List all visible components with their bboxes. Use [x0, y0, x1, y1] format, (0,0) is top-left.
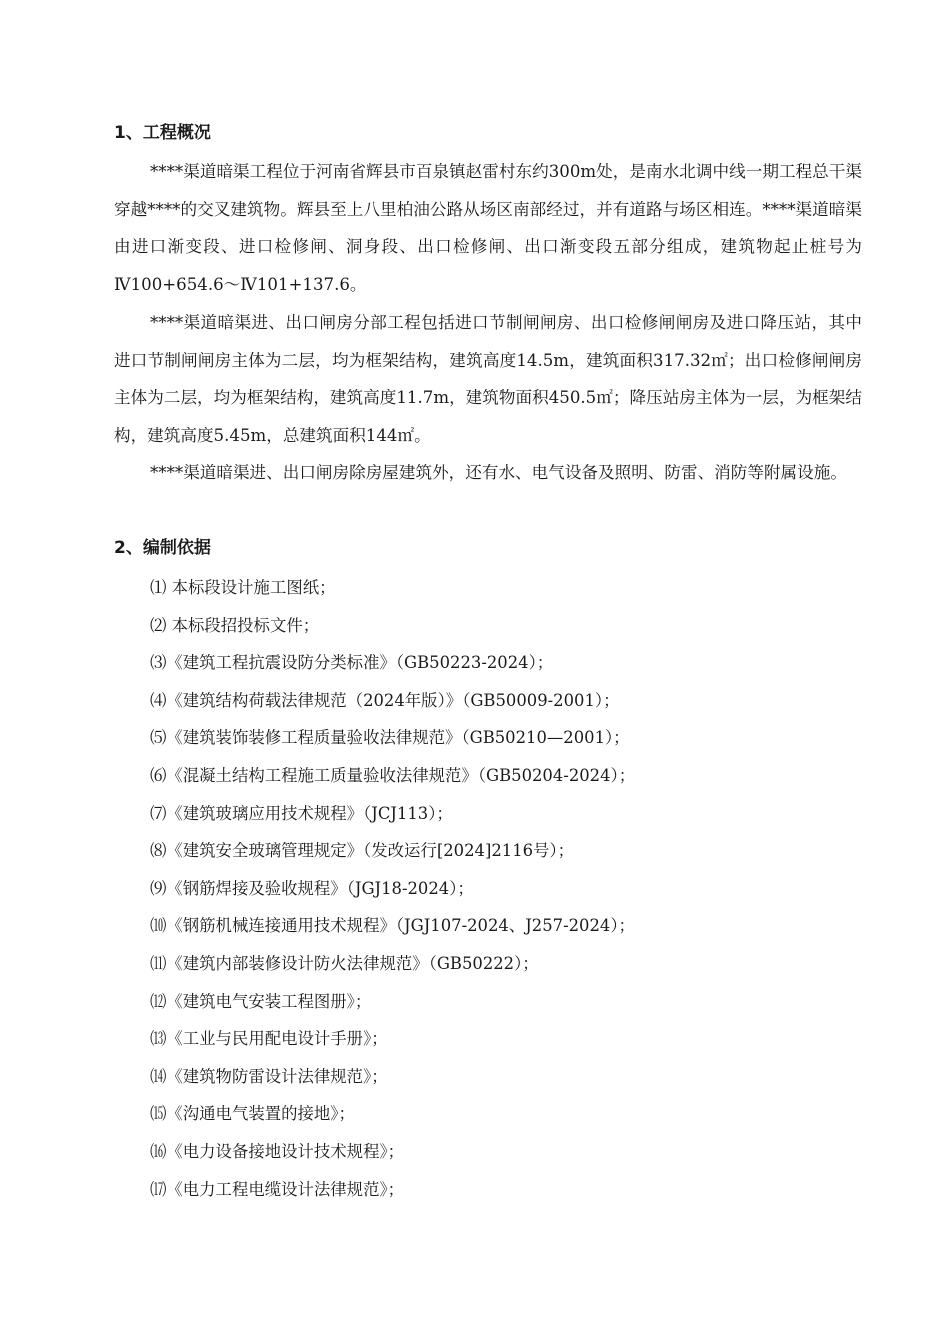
list-item: ⑽《钢筋机械连接通用技术规程》（JGJ107-2024、J257-2024）； — [150, 916, 635, 936]
overview-paragraph-3: ****渠道暗渠进、出口闸房除房屋建筑外，还有水、电气设备及照明、防雷、消防等附属设施。 — [150, 463, 847, 482]
section-heading-overview: 1、工程概况 — [114, 123, 211, 143]
list-item: ⑷《建筑结构荷载法律规范（2024年版）》（GB50009-2001）； — [150, 690, 620, 710]
list-item: ⒀《工业与民用配电设计手册》； — [150, 1029, 388, 1049]
list-item: ⒂《沟通电气装置的接地》； — [150, 1104, 355, 1124]
overview-paragraph-1: ****渠道暗渠工程位于河南省辉县市百泉镇赵雷村东约300m处，是南水北调中线一期工程总干渠穿越****的交叉建筑物。辉县至上八里柏油公路从场区南部经过，并有道路与场区相连。****渠道暗渠由进口渐变段、进口检修闸、洞身段、出口检修闸、出口渐变段五部分组成，建筑物起止桩号为Ⅳ100+654.6～Ⅳ101+137.6。 — [114, 162, 862, 294]
list-item: ⑻《建筑安全玻璃管理规定》（发改运行[2024]2116号）； — [150, 841, 575, 861]
list-item: ⒃《电力设备接地设计技术规程》； — [150, 1141, 405, 1161]
list-item: ⑿《建筑电气安装工程图册》； — [150, 991, 372, 1011]
list-item: ⑾《建筑内部装修设计防火法律规范》（GB50222）； — [150, 953, 539, 973]
list-item: ⑺《建筑玻璃应用技术规程》（JCJ113）； — [150, 803, 453, 823]
list-item: ⑴ 本标段设计施工图纸； — [150, 578, 336, 597]
list-item: ⑸《建筑装饰装修工程质量验收法律规范》（GB50210—2001）； — [150, 728, 630, 748]
basis-list — [150, 569, 635, 1208]
section-heading-basis: 2、编制依据 — [114, 538, 211, 558]
list-item: ⑹《混凝土结构工程施工质量验收法律规范》（GB50204-2024）； — [150, 765, 636, 785]
overview-paragraph-2: ****渠道暗渠进、出口闸房分部工程包括进口节制闸闸房、出口检修闸闸房及进口降压站，其中进口节制闸闸房主体为二层，均为框架结构，建筑高度14.5m，建筑面积317.32㎡；出口检修闸闸房主体为二层，均为框架结构，建筑高度11.7m，建筑物面积450.5㎡；降压站房主体为一层，为框架结构，建筑高度5.45m，总建筑面积144㎡。 — [114, 313, 862, 445]
list-item: ⒄《电力工程电缆设计法律规范》； — [150, 1179, 405, 1199]
list-item: ⑼《钢筋焊接及验收规程》（JGJ18-2024）； — [150, 878, 474, 898]
list-item: ⒁《建筑物防雷设计法律规范》； — [150, 1066, 388, 1086]
list-item: ⑵ 本标段招投标文件； — [150, 615, 320, 635]
list-item: ⑶《建筑工程抗震设防分类标准》（GB50223-2024）； — [150, 653, 554, 673]
